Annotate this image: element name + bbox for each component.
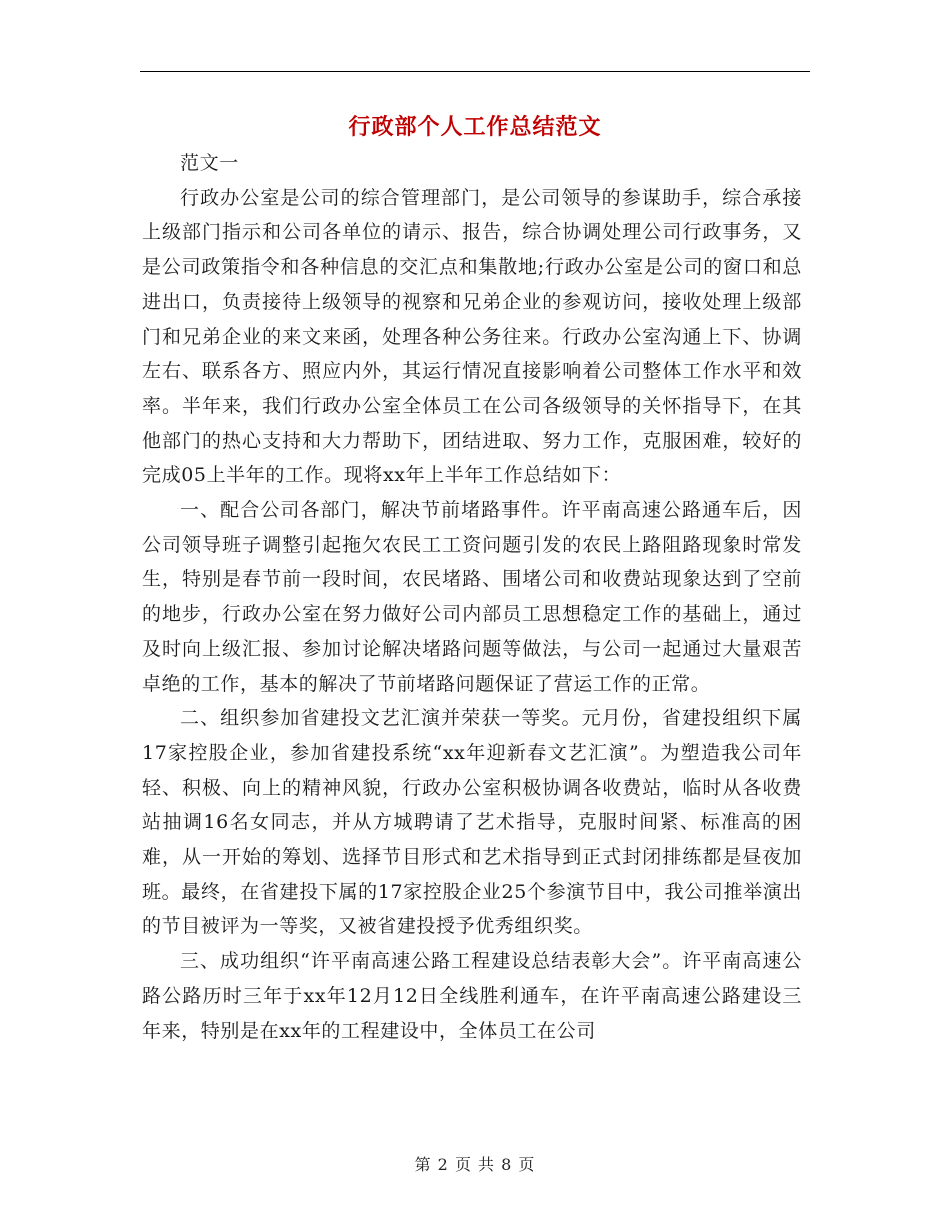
paragraph-item-1: 一、配合公司各部门，解决节前堵路事件。许平南高速公路通车后，因公司领导班子调整引起拖欠农民工工资问题引发的农民上路阻路现象时常发生，特别是春节前一段时间，农民堵路、围堵公司和收费站现象达到了空前的地步，行政办公室在努力做好公司内部员工思想稳定工作的基础上，通过及时向上级汇报、参加讨论解决堵路问题等做法，与公司一起通过大量艰苦卓绝的工作，基本的解决了节前堵路问题保证了营运工作的正常。 — [142, 499, 802, 695]
header-rule — [140, 71, 810, 72]
paragraph-item-2: 二、组织参加省建投文艺汇演并荣获一等奖。元月份，省建投组织下属17家控股企业，参加省建投系统“xx年迎新春文艺汇演”。为塑造我公司年轻、积极、向上的精神风貌，行政办公室积极协调各收费站，临时从各收费站抽调16名女同志，并从方城聘请了艺术指导，克服时间紧、标准高的困难，从一开始的筹划、选择节目形式和艺术指导到正式封闭排练都是昼夜加班。最终，在省建投下属的17家控股企业25个参演节目中，我公司推举演出的节目被评为一等奖，又被省建投授予优秀组织奖。 — [142, 707, 802, 938]
document-body — [142, 146, 802, 1048]
section-label: 范文一 — [180, 152, 239, 174]
document-title: 行政部个人工作总结范文 — [348, 115, 602, 140]
page-number-footer: 第 2 页 共 8 页 — [414, 1155, 536, 1174]
paragraph-item-3: 三、成功组织“许平南高速公路工程建设总结表彰大会”。许平南高速公路公路历时三年于xx年12月12日全线胜利通车，在许平南高速公路建设三年来，特别是在xx年的工程建设中，全体员工在公司 — [142, 950, 802, 1042]
paragraph-intro: 行政办公室是公司的综合管理部门，是公司领导的参谋助手，综合承接上级部门指示和公司各单位的请示、报告，综合协调处理公司行政事务，又是公司政策指令和各种信息的交汇点和集散地;行政办公室是公司的窗口和总进出口，负责接待上级领导的视察和兄弟企业的参观访问，接收处理上级部门和兄弟企业的来文来函，处理各种公务往来。行政办公室沟通上下、协调左右、联系各方、照应内外，其运行情况直接影响着公司整体工作水平和效率。半年来，我们行政办公室全体员工在公司各级领导的关怀指导下，在其他部门的热心支持和大力帮助下，团结进取、努力工作，克服困难，较好的完成05上半年的工作。现将xx年上半年工作总结如下： — [142, 186, 802, 487]
